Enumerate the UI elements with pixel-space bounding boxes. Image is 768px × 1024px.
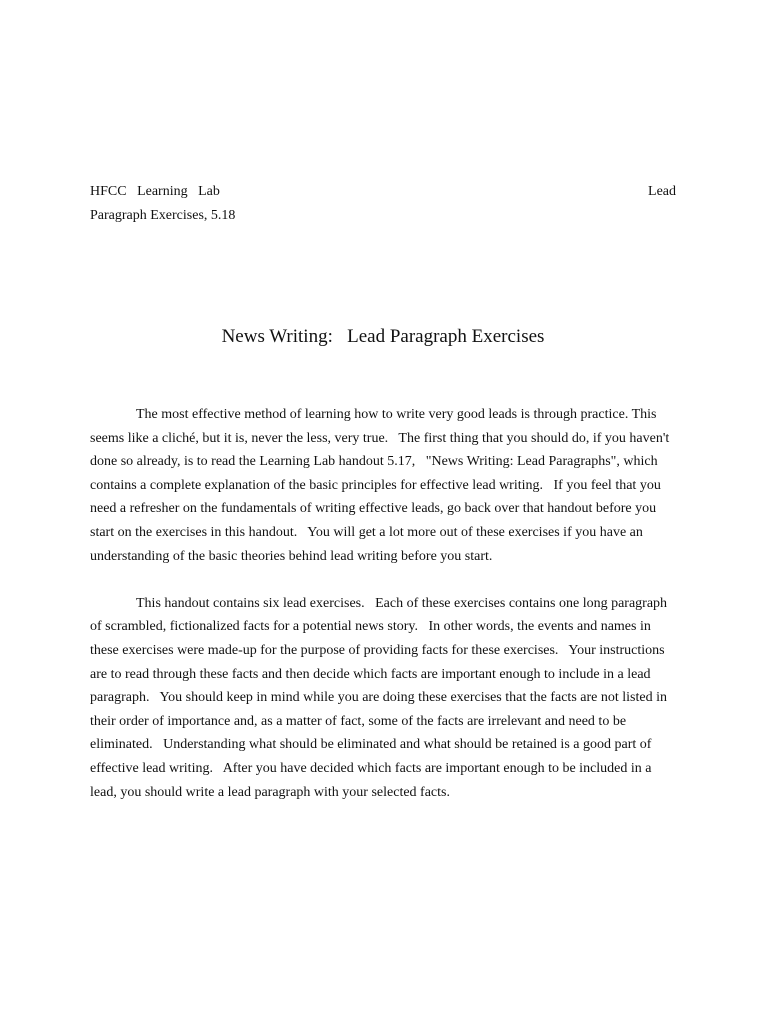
header-left-text: HFCC Learning Lab — [90, 184, 220, 199]
document-header — [90, 180, 676, 228]
body-paragraph-2: This handout contains six lead exercises. Each of these exercises contains one long paragraph of scrambled, fictionalized facts for a potential news story. In other words, the events and names in these exercises were made-up for the purpose of providing facts for these exercises. Your instructions are to read through these facts and then decide which facts are important enough to include in a lead paragraph. You should keep in mind while you are doing these exercises that the facts are not listed in their order of importance and, as a matter of fact, some of the facts are irrelevant and need to be eliminated. Understanding what should be eliminated and what should be retained is a good part of effective lead writing. After you have decided which facts are important enough to be included in a lead, you should write a lead paragraph with your selected facts. — [90, 595, 671, 800]
header-second-line: Paragraph Exercises, 5.18 — [90, 208, 236, 223]
document-body — [90, 403, 680, 804]
document-title: News Writing: Lead Paragraph Exercises — [221, 326, 545, 347]
header-right-text: Lead — [648, 184, 676, 199]
body-paragraph-1: The most effective method of learning how to write very good leads is through practice. This seems like a cliché, but it is, never the less, very true. The first thing that you should do, if you haven't done so already, is to read the Learning Lab handout 5.17, "News Writing: Lead Paragraphs", which contains a complete explanation of the basic principles for effective lead writing. If you feel that you need a refresher on the fundamentals of writing effective leads, go back over that handout before you start on the exercises in this handout. You will get a lot more out of these exercises if you have an understanding of the basic theories behind lead writing before you start. — [90, 407, 673, 564]
header-row — [90, 180, 676, 204]
